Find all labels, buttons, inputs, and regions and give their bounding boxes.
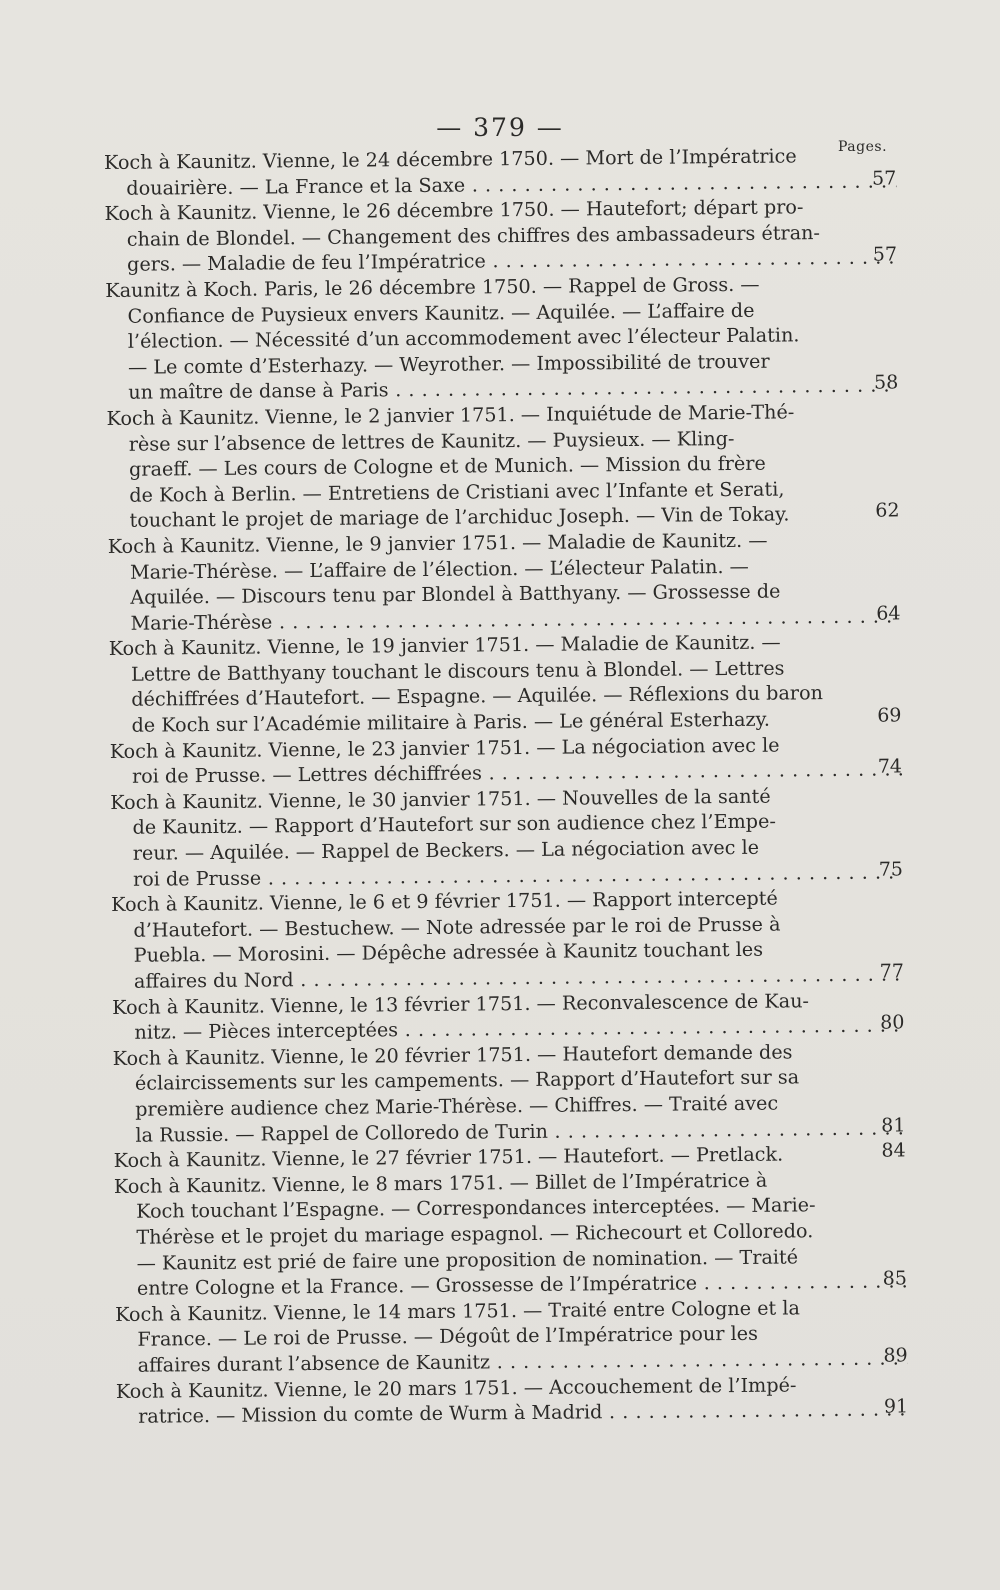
toc-entry-text: Marie-Thérèse . . . <box>130 603 900 634</box>
toc-entry-text: Koch à Kaunitz. Vienne, le 6 et 9 février 1751. — Rapport intercepté <box>111 886 778 917</box>
toc-entry-text: Thérèse et le projet du mariage espagnol. — Richecourt et Colloredo. <box>136 1219 814 1249</box>
toc-entry-text: l’élection. — Nécessité d’un accommodement avec l’électeur Palatin. <box>127 323 800 353</box>
toc-entry-text: Koch à Kaunitz. Vienne, le 27 février 1751. — Hautefort. — Pretlack. <box>113 1142 784 1173</box>
toc-entry-text: Koch à Kaunitz. Vienne, le 9 janvier 1751. — Maladie de Kaunitz. — <box>107 528 768 558</box>
toc-entry <box>104 194 897 278</box>
toc-entry <box>104 142 896 201</box>
toc-entry <box>109 629 902 739</box>
toc-entry-text: chain de Blondel. — Changement des chiffres des ambassadeurs étran- <box>126 220 821 251</box>
toc-entry-page: 89 <box>883 1344 908 1367</box>
toc-entry-text: affaires du Nord . . . <box>134 961 904 992</box>
toc-entry-text: gers. — Maladie de feu l’Impératrice . . . <box>127 245 897 276</box>
toc-entry <box>108 526 901 636</box>
toc-entry-text: d’Hautefort. — Bestuchew. — Note adressée par le roi de Prusse à <box>133 912 781 942</box>
toc-entry-text: Koch à Kaunitz. Vienne, le 20 février 1751. — Hautefort demande des <box>112 1040 793 1070</box>
toc-entry-text: roi de Prusse . . . <box>133 859 903 890</box>
toc-entry-page: 81 <box>881 1113 906 1137</box>
toc-entry <box>112 987 904 1046</box>
toc-entry-page: 62 <box>875 499 900 522</box>
toc-entry-page: 64 <box>876 602 901 625</box>
toc-entry-text: un maître de danse à Paris . . . <box>128 373 898 404</box>
toc-entry-text: rèse sur l’absence de lettres de Kaunitz. — Puysieux. — Kling- <box>128 426 735 456</box>
toc-entry-text: éclaircissements sur les campements. — Rapport d’Hautefort sur sa <box>134 1065 800 1096</box>
toc-entry-text: — Le comte d’Esterhazy. — Weyrother. — Impossibilité de trouver <box>127 349 770 379</box>
toc-entry-text: Puebla. — Morosini. — Dépêche adressée à Kaunitz touchant les <box>133 938 764 968</box>
toc-entry-text: Lettre de Batthyany touchant le discours tenu à Blondel. — Lettres <box>130 656 785 686</box>
toc-entry-page: 91 <box>883 1395 909 1418</box>
toc-entry-text: Koch à Kaunitz. Vienne, le 30 janvier 1751. — Nouvelles de la santé <box>110 784 771 814</box>
toc-entry-text: déchiffrées d’Hautefort. — Espagne. — Aquilée. — Réflexions du baron <box>131 681 824 712</box>
toc-entry-page: 69 <box>877 704 902 727</box>
toc-entry-text: de Kaunitz. — Rapport d’Hautefort sur son audience chez l’Empe- <box>132 810 776 840</box>
toc-entry <box>105 270 898 406</box>
toc-entry-text: Koch à Kaunitz. Vienne, le 26 décembre 1750. — Hautefort; départ pro- <box>104 195 804 226</box>
toc-entry-text: douairière. — La France et la Saxe . . . <box>126 168 896 199</box>
table-of-contents <box>104 142 908 1429</box>
toc-entry-page: 57 <box>872 166 897 190</box>
toc-entry-page: 84 <box>881 1139 906 1162</box>
toc-entry-text: Koch à Kaunitz. Vienne, le 19 janvier 1751. — Maladie de Kaunitz. — <box>108 630 781 661</box>
toc-entry-page: 74 <box>877 755 903 778</box>
toc-entry-text: Koch à Kaunitz. Vienne, le 20 mars 1751. — Accouchement de l’Impé- <box>115 1372 797 1403</box>
toc-entry <box>114 1166 907 1302</box>
pages-column-label: Pages. <box>838 139 888 155</box>
toc-entry-page: 75 <box>878 857 904 881</box>
toc-entry-text: Koch à Kaunitz. Vienne, le 2 janvier 1751. — Inquiétude de Marie-Thé- <box>106 400 795 430</box>
toc-entry-text: Koch à Kaunitz. Vienne, le 14 mars 1751. — Traité entre Cologne et la <box>115 1296 800 1326</box>
toc-entry <box>110 782 903 892</box>
toc-entry-text: Koch à Kaunitz. Vienne, le 24 décembre 1750. — Mort de l’Impératrice <box>104 144 797 174</box>
toc-entry-text: Koch à Kaunitz. Vienne, le 8 mars 1751. — Billet de l’Impératrice à <box>113 1168 768 1198</box>
toc-entry-page: 77 <box>879 960 905 983</box>
toc-entry-text: affaires durant l’absence de Kaunitz . . . <box>138 1345 908 1376</box>
toc-entry-text: de Koch sur l’Académie militaire à Paris. — Le général Esterhazy. <box>131 707 771 737</box>
page-number: — 379 — <box>436 113 564 142</box>
toc-entry-text: ratrice. — Mission du comte de Wurm à Madrid . . . <box>138 1396 908 1427</box>
toc-entry-text: — Kaunitz est prié de faire une proposition de nomination. — Traité <box>136 1244 799 1275</box>
toc-entry-text: Marie-Thérèse. — L’affaire de l’élection. — L’électeur Palatin. — <box>129 554 749 584</box>
toc-entry-text: Koch à Kaunitz. Vienne, le 13 février 1751. — Reconvalescence de Kau- <box>112 988 810 1019</box>
toc-entry-text: France. — Le roi de Prusse. — Dégoût de l’Impératrice pour les <box>137 1322 759 1352</box>
toc-entry-text: Aquilée. — Discours tenu par Blondel à Batthyany. — Grossesse de <box>130 579 781 609</box>
toc-entry-text: graeff. — Les cours de Cologne et de Munich. — Mission du frère <box>128 451 766 481</box>
toc-entry-page: 58 <box>873 371 899 394</box>
toc-entry <box>116 1371 908 1430</box>
toc-entry <box>113 1038 906 1148</box>
toc-entry-page: 80 <box>880 1011 905 1034</box>
toc-entry-text: nitz. — Pièces interceptées . . . <box>134 1013 904 1044</box>
toc-entry-text: roi de Prusse. — Lettres déchiffrées . . . <box>132 757 902 788</box>
toc-entry-text: Kaunitz à Koch. Paris, le 26 décembre 1750. — Rappel de Gross. — <box>105 272 760 302</box>
toc-entry-text: première audience chez Marie-Thérèse. — Chiffres. — Traité avec <box>135 1091 779 1121</box>
toc-entry-text: reur. — Aquilée. — Rappel de Beckers. — La négociation avec le <box>132 835 760 865</box>
toc-entry <box>115 1294 908 1378</box>
toc-entry-text: Koch touchant l’Espagne. — Correspondances interceptées. — Marie- <box>136 1193 816 1224</box>
toc-entry <box>106 398 899 534</box>
toc-entry-page: 57 <box>872 243 898 266</box>
toc-entry-text: la Russie. — Rappel de Colloredo de Turin . . . <box>135 1115 905 1146</box>
toc-entry-text: Koch à Kaunitz. Vienne, le 23 janvier 1751. — La négociation avec le <box>109 733 780 763</box>
toc-entry <box>111 885 904 995</box>
toc-entry-text: entre Cologne et la France. — Grossesse de l’Impératrice . . . <box>137 1268 907 1299</box>
toc-entry-text: touchant le projet de mariage de l’archiduc Joseph. — Vin de Tokay. <box>129 502 790 533</box>
toc-entry <box>110 731 902 790</box>
toc-entry-page: 85 <box>882 1267 907 1290</box>
toc-entry-text: Confiance de Puysieux envers Kaunitz. — Aquilée. — L’affaire de <box>127 298 755 328</box>
toc-entry-text: de Koch à Berlin. — Entretiens de Cristiani avec l’Infante et Serati, <box>129 477 785 507</box>
